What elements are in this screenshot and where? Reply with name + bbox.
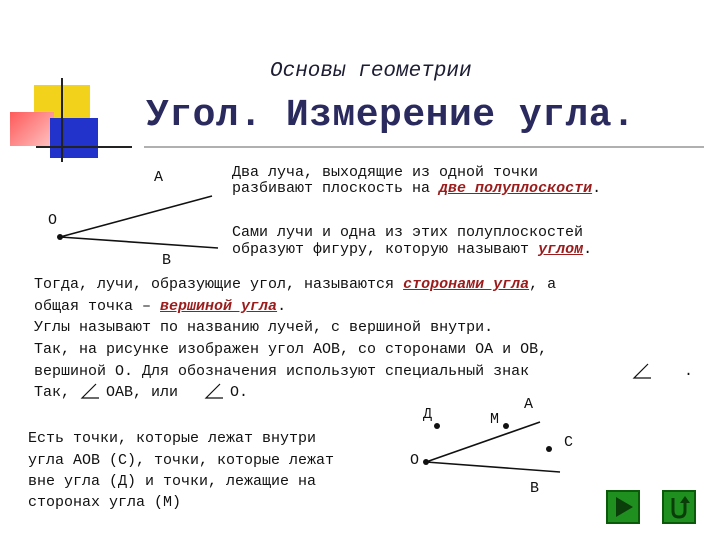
page-title: Угол. Измерение угла. — [146, 94, 636, 137]
highlight-half-planes: две полуплоскости — [439, 180, 593, 197]
ray-oa-2 — [426, 422, 540, 462]
highlight-vertex: вершиной угла — [160, 298, 278, 315]
paragraph-line-5-end: . — [684, 363, 694, 380]
label-m-2: М — [490, 411, 500, 428]
label-c-2: С — [564, 434, 574, 451]
paragraph-line-1: Тогда, лучи, образующие угол, называются сторонами угла, а — [34, 276, 557, 293]
point-c-dot — [546, 446, 552, 452]
label-d-2: Д — [423, 406, 433, 423]
point-m-dot — [503, 423, 509, 429]
paragraph-line-2: общая точка – вершиной угла. — [34, 298, 287, 315]
subtitle: Основы геометрии — [270, 60, 472, 83]
highlight-sides: сторонами угла — [403, 276, 530, 293]
next-button[interactable] — [606, 490, 640, 524]
point-d-dot — [434, 423, 440, 429]
vertex-o-dot-2 — [423, 459, 429, 465]
paragraph-line-4: Так, на рисунке изображен угол АОВ, со сторонами ОА и ОВ, — [34, 341, 548, 358]
ray-ob-2 — [426, 462, 560, 472]
u-turn-icon — [664, 492, 694, 522]
paragraph-line-6-a: Так, — [34, 384, 71, 401]
paragraph-line-6-c: О. — [230, 384, 249, 401]
label-o: О — [48, 212, 58, 229]
angle-sign-icon-2 — [82, 384, 99, 398]
points-line-2: угла АОВ (С), точки, которые лежат — [28, 452, 335, 469]
definition-line-2: разбивают плоскость на две полуплоскости. — [232, 180, 602, 197]
definition-line-4: образуют фигуру, которую называют углом. — [232, 241, 593, 258]
ray-oa — [60, 196, 212, 237]
paragraph-line-3: Углы называют по названию лучей, с вершиной внутри. — [34, 319, 494, 336]
points-line-4: сторонах угла (М) — [28, 494, 182, 511]
points-line-3: вне угла (Д) и точки, лежащие на — [28, 473, 317, 490]
label-b: В — [162, 252, 172, 269]
return-button[interactable] — [662, 490, 696, 524]
vertex-o-dot — [57, 234, 63, 240]
paragraph-line-5: вершиной О. Для обозначения используют специальный знак — [34, 363, 530, 380]
points-line-1: Есть точки, которые лежат внутри — [28, 430, 317, 447]
definition-line-1: Два луча, выходящие из одной точки — [232, 164, 539, 181]
paragraph-line-6-b: ОАВ, или — [106, 384, 179, 401]
label-o-2: О — [410, 452, 420, 469]
definition-line-3: Сами лучи и одна из этих полуплоскостей — [232, 224, 584, 241]
ray-ob — [60, 237, 218, 248]
play-arrow-icon — [608, 492, 638, 522]
angle-sign-icon — [634, 364, 651, 378]
label-b-2: В — [530, 480, 540, 497]
label-a-2: А — [524, 396, 534, 413]
highlight-angle: углом — [538, 241, 584, 258]
label-a: А — [154, 169, 164, 186]
angle-sign-icon-3 — [206, 384, 223, 398]
